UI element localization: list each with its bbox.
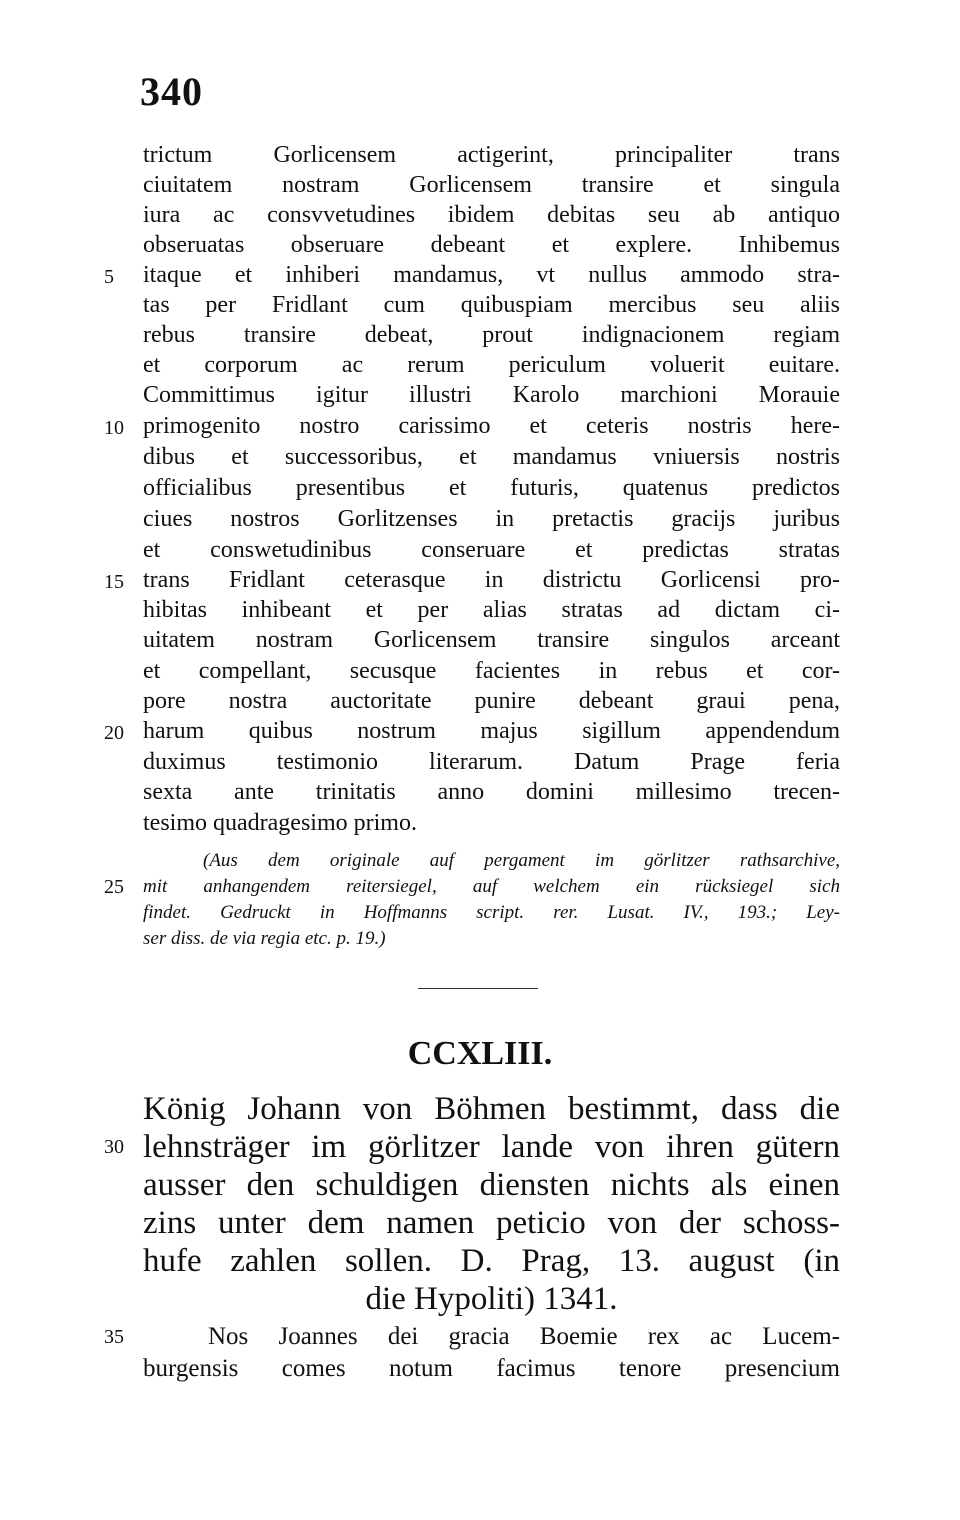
- body-line: et conswetudinibus conseruare et predictas stratas: [143, 537, 840, 563]
- body-line: harum quibus nostrum majus sigillum appendendum: [143, 718, 840, 744]
- note-line: (Aus dem originale auf pergament im görlitzer rathsarchive,: [203, 850, 840, 871]
- body-line: et corporum ac rerum periculum voluerit euitare.: [143, 352, 840, 378]
- body-line: hibitas inhibeant et per alias stratas ad dictam ci-: [143, 597, 840, 623]
- line-number: 35: [104, 1326, 124, 1348]
- line-number: 15: [104, 571, 124, 593]
- body-line: pore nostra auctoritate punire debeant graui pena,: [143, 688, 840, 714]
- note-line: mit anhangendem reitersiegel, auf welchem ein rücksiegel sich: [143, 876, 840, 897]
- body-line: officialibus presentibus et futuris, quatenus predictos: [143, 475, 840, 501]
- body-line: tesimo quadragesimo primo.: [143, 810, 417, 836]
- body-line: sexta ante trinitatis anno domini millesimo trecen-: [143, 779, 840, 805]
- body-line: dibus et successoribus, et mandamus vniuersis nostris: [143, 444, 840, 470]
- body-line: et compellant, secusque facientes in rebus et cor-: [143, 658, 840, 684]
- body-line: tas per Fridlant cum quibuspiam mercibus seu aliis: [143, 292, 840, 318]
- body-line: primogenito nostro carissimo et ceteris nostris here-: [143, 413, 840, 439]
- body-line: ciuitatem nostram Gorlicensem transire et singula: [143, 172, 840, 198]
- note-line: ser diss. de via regia etc. p. 19.): [143, 928, 386, 949]
- body-line: trictum Gorlicensem actigerint, principaliter trans: [143, 142, 840, 168]
- body-line: rebus transire debeat, prout indignacionem regiam: [143, 322, 840, 348]
- body-line: uitatem nostram Gorlicensem transire singulos arceant: [143, 627, 840, 653]
- line-number: 5: [104, 266, 114, 288]
- note-line: findet. Gedruckt in Hoffmanns script. rer. Lusat. IV., 193.; Ley-: [143, 902, 840, 923]
- line-number: 25: [104, 876, 124, 898]
- line-number: 20: [104, 722, 124, 744]
- body-line: ciues nostros Gorlitzenses in pretactis gracijs juribus: [143, 506, 840, 532]
- document-number: CCXLIII.: [407, 1035, 553, 1072]
- body-line: trans Fridlant ceterasque in districtu Gorlicensi pro-: [143, 567, 840, 593]
- document-line: burgensis comes notum facimus tenore presencium: [143, 1355, 840, 1382]
- heading-line: hufe zahlen sollen. D. Prag, 13. august (in: [143, 1243, 840, 1279]
- body-line: itaque et inhiberi mandamus, vt nullus ammodo stra-: [143, 262, 840, 288]
- heading-line: König Johann von Böhmen bestimmt, dass die: [143, 1091, 840, 1127]
- line-number: 30: [104, 1136, 124, 1158]
- section-divider: [418, 988, 538, 989]
- heading-line: ausser den schuldigen diensten nichts als einen: [143, 1167, 840, 1203]
- heading-line: die Hypoliti) 1341.: [365, 1281, 618, 1317]
- heading-line: lehnsträger im görlitzer lande von ihren gütern: [143, 1129, 840, 1165]
- page-number: 340: [140, 69, 203, 114]
- body-line: duximus testimonio literarum. Datum Prage feria: [143, 749, 840, 775]
- line-number: 10: [104, 417, 124, 439]
- heading-line: zins unter dem namen peticio von der schoss-: [143, 1205, 840, 1241]
- document-line: Nos Joannes dei gracia Boemie rex ac Lucem-: [208, 1323, 840, 1350]
- body-line: iura ac consvvetudines ibidem debitas seu ab antiquo: [143, 202, 840, 228]
- body-line: Committimus igitur illustri Karolo marchioni Morauie: [143, 382, 840, 408]
- body-line: obseruatas obseruare debeant et explere. Inhibemus: [143, 232, 840, 258]
